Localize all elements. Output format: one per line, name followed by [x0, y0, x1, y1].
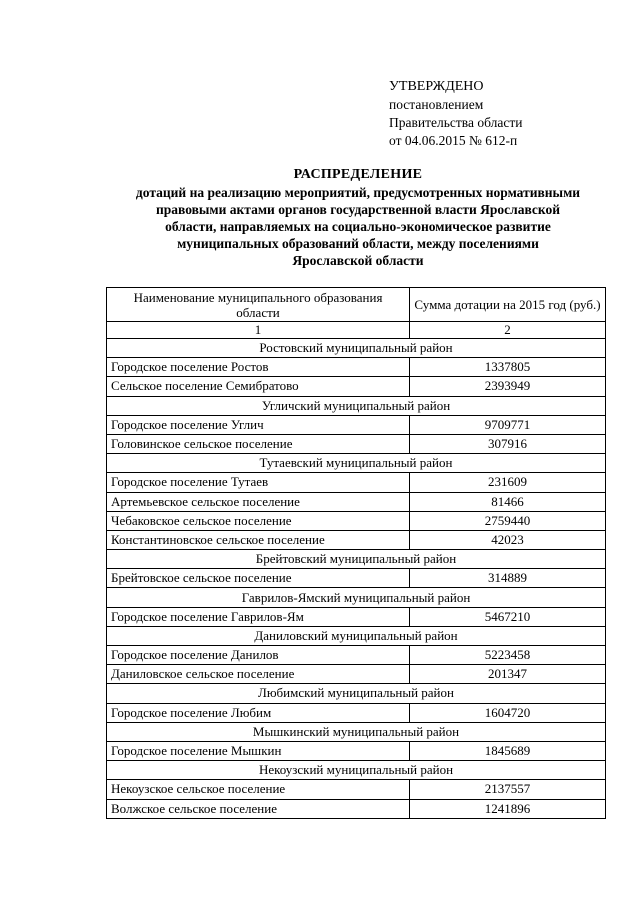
table-row — [107, 434, 606, 453]
settlement-name: Городское поселение Углич — [107, 415, 410, 434]
table-row — [107, 358, 606, 377]
approval-heading: УТВЕРЖДЕНО — [389, 79, 484, 94]
subsidy-amount: 307916 — [410, 434, 606, 453]
subsidy-amount: 201347 — [410, 665, 606, 684]
subsidy-amount: 2137557 — [410, 780, 606, 799]
table-row — [107, 665, 606, 684]
table-header-row — [107, 288, 606, 322]
district-row — [107, 550, 606, 569]
district-row — [107, 722, 606, 741]
subsidy-amount: 81466 — [410, 492, 606, 511]
column-number: 1 — [107, 322, 410, 339]
subsidy-amount: 9709771 — [410, 415, 606, 434]
table-row — [107, 780, 606, 799]
column-number-row — [107, 322, 606, 339]
settlement-name: Городское поселение Данилов — [107, 646, 410, 665]
title-line: дотаций на реализацию мероприятий, предусмотренных нормативными — [135, 185, 581, 200]
approval-stamp — [389, 78, 522, 150]
approval-line: постановлением — [389, 97, 484, 112]
settlement-name: Константиновское сельское поселение — [107, 530, 410, 549]
settlement-name: Городское поселение Гаврилов-Ям — [107, 607, 410, 626]
district-row — [107, 588, 606, 607]
table-body — [107, 288, 606, 819]
subsidy-amount: 314889 — [410, 569, 606, 588]
table-row — [107, 530, 606, 549]
settlement-name: Некоузское сельское поселение — [107, 780, 410, 799]
subsidy-amount: 42023 — [410, 530, 606, 549]
settlement-name: Городское поселение Тутаев — [107, 473, 410, 492]
settlement-name: Городское поселение Мышкин — [107, 741, 410, 760]
settlement-name: Артемьевское сельское поселение — [107, 492, 410, 511]
column-header-sum: Сумма дотации на 2015 год (руб.) — [410, 288, 606, 322]
settlement-name: Городское поселение Ростов — [107, 358, 410, 377]
title-line: муниципальных образований области, между поселениями — [177, 236, 539, 251]
table-row — [107, 511, 606, 530]
table-row — [107, 377, 606, 396]
subsidy-amount: 1337805 — [410, 358, 606, 377]
district-name: Любимский муниципальный район — [107, 684, 606, 703]
subsidy-amount: 231609 — [410, 473, 606, 492]
table-row — [107, 799, 606, 818]
district-name: Ростовский муниципальный район — [107, 339, 606, 358]
table-row — [107, 473, 606, 492]
district-row — [107, 761, 606, 780]
settlement-name: Сельское поселение Семибратово — [107, 377, 410, 396]
district-name: Даниловский муниципальный район — [107, 626, 606, 645]
table-row — [107, 646, 606, 665]
subsidy-amount: 1604720 — [410, 703, 606, 722]
district-row — [107, 626, 606, 645]
district-name: Мышкинский муниципальный район — [107, 722, 606, 741]
table-row — [107, 741, 606, 760]
table-row — [107, 703, 606, 722]
subsidy-amount: 5223458 — [410, 646, 606, 665]
subsidy-amount: 1845689 — [410, 741, 606, 760]
settlement-name: Головинское сельское поселение — [107, 434, 410, 453]
title-line: области, направляемых на социально-экономическое развитие — [165, 219, 551, 234]
title-line: Ярославской области — [292, 253, 424, 268]
settlement-name: Брейтовское сельское поселение — [107, 569, 410, 588]
table-row — [107, 569, 606, 588]
subsidy-amount: 2393949 — [410, 377, 606, 396]
district-name: Гаврилов-Ямский муниципальный район — [107, 588, 606, 607]
approval-line: от 04.06.2015 № 612-п — [389, 133, 518, 148]
distribution-table — [106, 287, 606, 819]
district-row — [107, 396, 606, 415]
column-header-name: Наименование муниципального образования области — [107, 288, 410, 322]
document-title — [100, 166, 616, 269]
subsidy-amount: 2759440 — [410, 511, 606, 530]
district-name: Тутаевский муниципальный район — [107, 454, 606, 473]
approval-line: Правительства области — [389, 115, 523, 130]
district-row — [107, 339, 606, 358]
title-line: правовыми актами органов государственной власти Ярославской — [155, 202, 561, 217]
subsidy-amount: 1241896 — [410, 799, 606, 818]
settlement-name: Волжское сельское поселение — [107, 799, 410, 818]
subsidy-amount: 5467210 — [410, 607, 606, 626]
settlement-name: Чебаковское сельское поселение — [107, 511, 410, 530]
district-name: Некоузский муниципальный район — [107, 761, 606, 780]
table-row — [107, 415, 606, 434]
settlement-name: Городское поселение Любим — [107, 703, 410, 722]
district-name: Угличский муниципальный район — [107, 396, 606, 415]
district-row — [107, 454, 606, 473]
district-name: Брейтовский муниципальный район — [107, 550, 606, 569]
title-main: РАСПРЕДЕЛЕНИЕ — [293, 167, 423, 182]
district-row — [107, 684, 606, 703]
table-row — [107, 492, 606, 511]
table-row — [107, 607, 606, 626]
column-number: 2 — [410, 322, 606, 339]
settlement-name: Даниловское сельское поселение — [107, 665, 410, 684]
